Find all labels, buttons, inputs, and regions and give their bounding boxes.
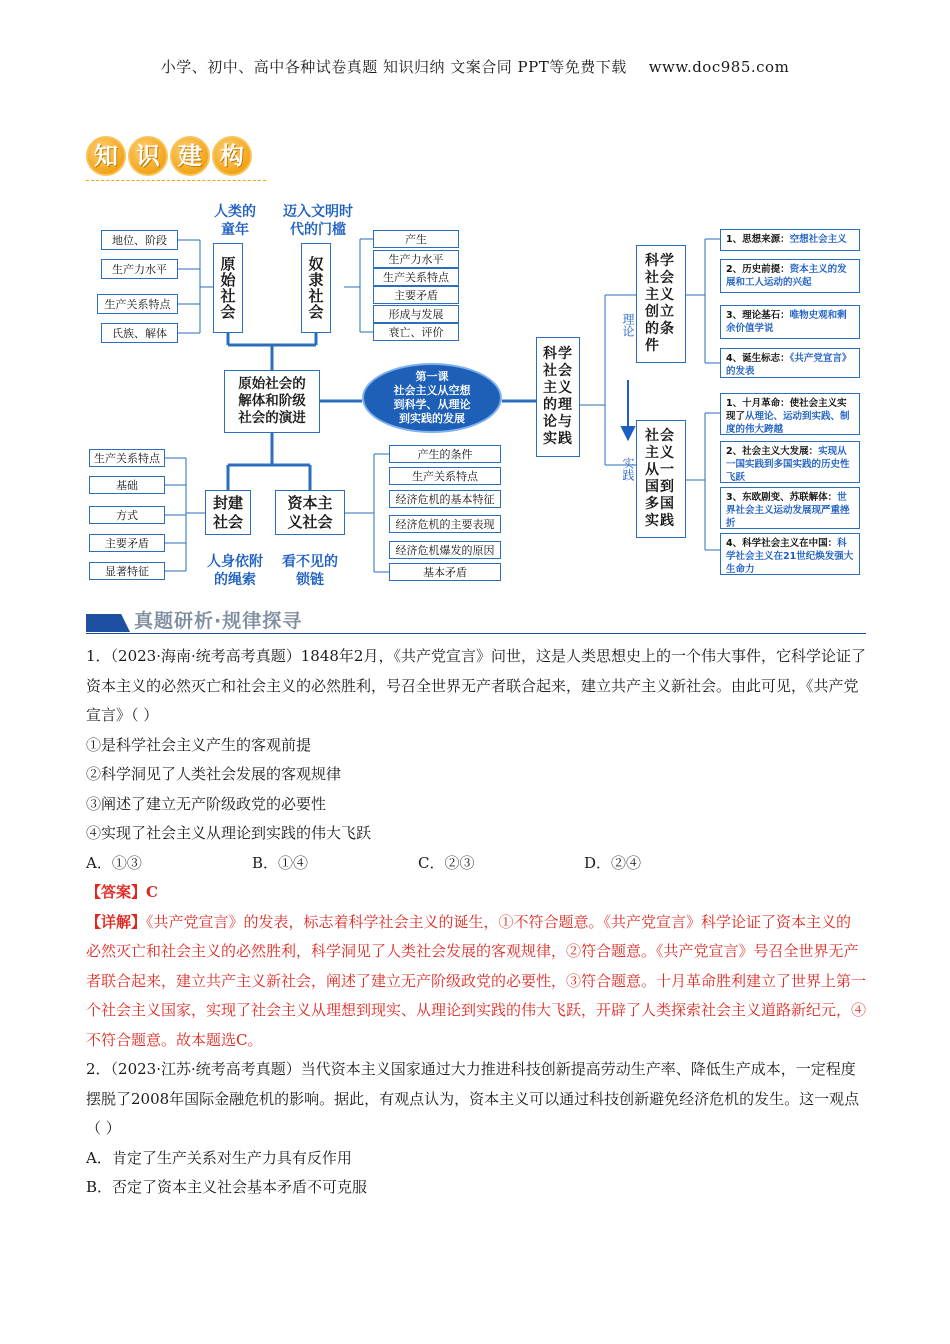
feudal-item: 生产关系特点 [89,449,165,467]
one-to-many-practice-box: 社会主义从一国到多国实践 [636,420,686,538]
capitalist-society-box: 资本主 义社会 [275,490,345,535]
primitive-item: 地位、阶段 [101,230,178,250]
banner-char: 建 [170,136,210,176]
sci-item: 4、诞生标志：《共产党宣言》的发表 [720,348,860,378]
feudal-item: 显著特征 [89,562,165,580]
primitive-item: 生产关系特点 [97,294,178,314]
slave-item: 衰亡、评价 [373,323,459,341]
primitive-item: 生产力水平 [101,259,178,279]
page-header [0,56,950,77]
banner-underline [86,180,266,181]
capital-item: 经济危机的基本特征 [389,490,501,508]
q1-option-d[interactable]: D．②④ [584,853,642,872]
sci-socialism-conditions-box: 科学社会主义创立的条件 [636,245,686,363]
q1-item: ②科学洞见了人类社会发展的客观规律 [86,765,342,783]
slave-item: 产生 [373,230,459,248]
label-human-childhood: 人类的 童年 [214,204,256,238]
section-bar-icon [86,614,130,632]
multi-item: 4、科学社会主义在中国：科学社会主义在21世纪焕发强大生命力 [720,533,860,575]
multi-item: 3、东欧剧变、苏联解体：世界社会主义运动发展现严重挫折 [720,487,860,529]
q1-item: ③阐述了建立无产阶级政党的必要性 [86,794,327,813]
label-personal-dependence: 人身依附 的绳索 [207,554,263,588]
slave-item: 主要矛盾 [373,286,459,304]
primitive-society-box: 原始社会 [213,243,243,333]
capital-item: 基本矛盾 [389,563,501,581]
socialism-theory-practice-box: 科学社会主义的理论与实践 [536,337,580,457]
label-civilization-gate: 迈入文明时 代的门槛 [283,204,353,238]
q1-detail: 【详解】《共产党宣言》的发表，标志着科学社会主义的诞生，①不符合题意。《共产党宣言》科学论证了资本主义的必然灭亡和社会主义的必然胜利，科学洞见了人类社会发展的客观规律，②符合题意。《共产党宣言》号召全世界无产者联合起来，建立共产主义新社会，阐述了建立无产阶级政党的必要性，③符合题意。十月革命胜利建立了世界上第一个社会主义国家，实现了社会主义从理想到现实、从理论到实践的伟大飞跃，开辟了人类探索社会主义道路新纪元，④不符合题意。故本题选C。 [86,912,867,1049]
q1-stem: 1．（2023·海南·统考高考真题）1848年2月，《共产党宣言》问世，这是人类思想史上的一个伟大事件，它科学论证了资本主义的必然灭亡和社会主义的必然胜利，号召全世界无产者联合起来，建立共产主义新社会。由此可见，《共产党宣言》（ ） [86,647,866,724]
knowledge-banner [86,134,261,180]
banner-char: 构 [212,136,252,176]
primitive-item: 氏族、解体 [101,323,178,343]
slave-society-box: 奴隶社会 [301,243,331,333]
label-invisible-chain: 看不见的 锁链 [282,554,338,588]
center-evolution-box: 原始社会的 解体和阶级 社会的演进 [224,370,320,433]
feudal-item: 方式 [89,506,165,524]
sci-item: 3、理论基石：唯物史观和剩余价值学说 [720,305,860,339]
section-heading [86,606,866,634]
section-title: 真题研析·规律探寻 [134,610,303,632]
slave-item: 形成与发展 [373,305,459,323]
q1-answer: 【答案】C [86,883,158,901]
q1-options [86,849,866,879]
lesson-ellipse: 第一课 社会主义从空想 到科学、从理论 到实践的发展 [362,363,502,433]
q2-stem: 2．（2023·江苏·统考高考真题）当代资本主义国家通过大力推进科技创新提高劳动生产率、降低生产成本，一定程度摆脱了2008年国际金融危机的影响。据此，有观点认为，资本主义可以通过科技创新避免经济危机的发生。这一观点（ ） [86,1060,860,1137]
banner-char: 知 [86,136,126,176]
sci-item: 1、思想来源：空想社会主义 [720,229,860,251]
knowledge-diagram [0,195,950,588]
q1-option-a[interactable]: A．①③ [86,853,142,872]
q2-option-a[interactable]: A．肯定了生产关系对生产力具有反作用 [86,1148,352,1167]
feudal-society-box: 封建 社会 [205,490,251,535]
slave-item: 生产力水平 [373,250,459,268]
header-url[interactable]: www.doc985.com [648,58,790,76]
q1-option-c[interactable]: C．②③ [418,853,475,872]
slave-item: 生产关系特点 [373,268,459,286]
q2-option-b[interactable]: B．否定了资本主义社会基本矛盾不可克服 [86,1178,368,1196]
multi-item: 1、十月革命：使社会主义实现了从理论、运动到实践、制度的伟大跨越 [720,393,860,435]
question-1 [86,642,866,1203]
q1-option-b[interactable]: B．①④ [252,853,309,872]
header-text: 小学、初中、高中各种试卷真题 知识归纳 文案合同 PPT等免费下载 [160,58,627,76]
capital-item: 生产关系特点 [389,467,501,485]
capital-item: 经济危机的主要表现 [389,515,501,533]
q1-item: ④实现了社会主义从理论到实践的伟大飞跃 [86,824,372,842]
capital-item: 产生的条件 [389,445,501,463]
sci-item: 2、历史前提：资本主义的发展和工人运动的兴起 [720,259,860,293]
q1-item: ①是科学社会主义产生的客观前提 [86,735,312,754]
banner-char: 识 [128,136,168,176]
label-practice: 实践 [621,457,635,481]
multi-item: 2、社会主义大发展：实现从一国实践到多国实践的历史性飞跃 [720,441,860,483]
section-underline [86,633,866,634]
feudal-item: 主要矛盾 [89,534,165,552]
feudal-item: 基础 [89,476,165,494]
capital-item: 经济危机爆发的原因 [389,541,501,559]
label-theory: 理论 [621,313,635,337]
